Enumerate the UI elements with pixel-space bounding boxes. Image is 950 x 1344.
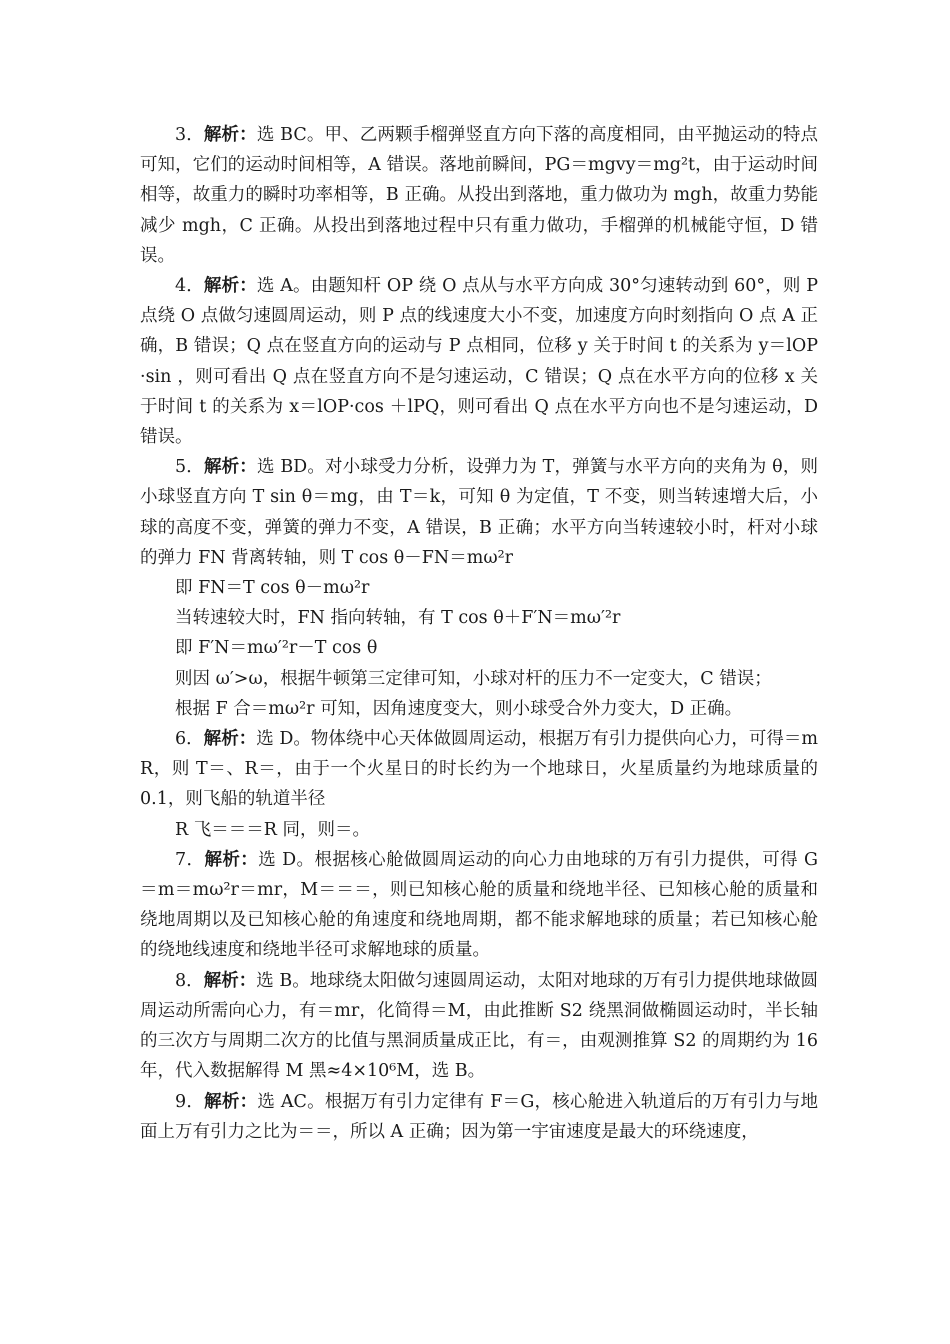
item-number: 3． <box>175 125 204 145</box>
item-body: 选 A。由题知杆 OP 绕 O 点从与水平方向成 30°匀速转动到 60°，则 P 点绕 O 点做匀速圆周运动，则 P 点的线速度大小不变，加速度方向时刻指向 O 点 A 正确，B 错误；Q 点在竖直方向的运动与 P 点相同，位移 y 关于时间 t 的关系为 y＝lOP·sin ，则可看出 Q 点在竖直方向不是匀速运动，C 错误；Q 点在水平方向的位移 x 关于时间 t 的关系为 x＝lOP·cos ＋lPQ，则可看出 Q 点在水平方向也不是匀速运动，D 错误。 <box>140 276 818 448</box>
solution-5-line: 即 FN＝T cos θ－mω²r <box>175 578 370 599</box>
item-number: 7． <box>175 849 205 870</box>
item-number: 4． <box>175 276 204 297</box>
item-number: 8． <box>175 970 204 991</box>
item-label: 解析： <box>203 457 257 478</box>
solution-6-line: R 飞＝＝＝R 同，则＝。 <box>175 819 370 840</box>
item-number: 9． <box>175 1091 205 1112</box>
item-body: 选 D。物体绕中心天体做圆周运动，根据万有引力提供向心力，可得＝mR，则 T＝、R＝，由于一个火星日的时长约为一个地球日，火星质量约为地球质量的 0.1，则飞船的轨道半径 <box>140 729 819 810</box>
solution-5-line: 根据 F 合＝mω²r 可知，因角速度变大，则小球受合外力变大，D 正确。 <box>175 698 743 719</box>
solution-3 <box>140 120 818 271</box>
solution-4 <box>140 271 818 452</box>
item-body: 选 B。地球绕太阳做匀速圆周运动，太阳对地球的万有引力提供地球做圆周运动所需向心力，有＝mr，化简得＝M，由此推断 S2 绕黑洞做椭圆运动时，半长轴的三次方与周期二次方的比值与黑洞质量成正比，有＝，由观测推算 S2 的周期约为 16 年，代入数据解得 M 黑≈4×10⁶M，选 B。 <box>140 970 818 1082</box>
item-label: 解析： <box>203 729 257 750</box>
item-number: 6． <box>175 729 204 750</box>
item-label: 解析： <box>203 125 257 145</box>
solution-6 <box>140 724 818 815</box>
item-body: 选 BC。甲、乙两颗手榴弹竖直方向下落的高度相同，由平抛运动的特点可知，它们的运动时间相等，A 错误。落地前瞬间，PG＝mgvy＝mg²t，由于运动时间相等，故重力的瞬时功率相等，B 正确。从投出到落地，重力做功为 mgh，故重力势能减少 mgh，C 正确。从投出到落地过程中只有重力做功，手榴弹的机械能守恒，D 错误。 <box>140 125 819 266</box>
item-label: 解析： <box>204 849 259 870</box>
item-body: 选 AC。根据万有引力定律有 F＝G，核心舱进入轨道后的万有引力与地面上万有引力之比为＝＝，所以 A 正确；因为第一宇宙速度是最大的环绕速度， <box>140 1091 819 1142</box>
solution-5-line: 当转速较大时，FN 指向转轴，有 T cos θ＋F′N＝mω′²r <box>175 608 621 629</box>
solution-7 <box>140 845 818 966</box>
solution-8 <box>140 966 818 1087</box>
item-label: 解析： <box>203 276 257 297</box>
item-label: 解析： <box>203 970 257 991</box>
item-label: 解析： <box>204 1091 258 1112</box>
solution-5 <box>140 452 818 573</box>
solution-9 <box>140 1087 818 1147</box>
solution-5-line: 即 F′N＝mω′²r－T cos θ <box>175 638 378 659</box>
solution-page <box>140 120 818 1147</box>
solution-5-line: 则因 ω′>ω，根据牛顿第三定律可知，小球对杆的压力不一定变大，C 错误； <box>175 668 772 689</box>
item-body: 选 BD。对小球受力分析，设弹力为 T，弹簧与水平方向的夹角为 θ，则小球竖直方向 T sin θ＝mg，由 T＝k，可知 θ 为定值，T 不变，则当转速增大后，小球的高度不变，弹簧的弹力不变，A 错误，B 正确；水平方向当转速较小时，杆对小球的弹力 FN 背离转轴，则 T cos θ－FN＝mω²r <box>140 457 818 568</box>
item-body: 选 D。根据核心舱做圆周运动的向心力由地球的万有引力提供，可得 G＝m＝mω²r＝mr，M＝＝＝，则已知核心舱的质量和绕地半径、已知核心舱的质量和绕地周期以及已知核心舱的角速度和绕地周期，都不能求解地球的质量；若已知核心舱的绕地线速度和绕地半径可求解地球的质量。 <box>140 849 818 961</box>
item-number: 5． <box>175 457 204 478</box>
